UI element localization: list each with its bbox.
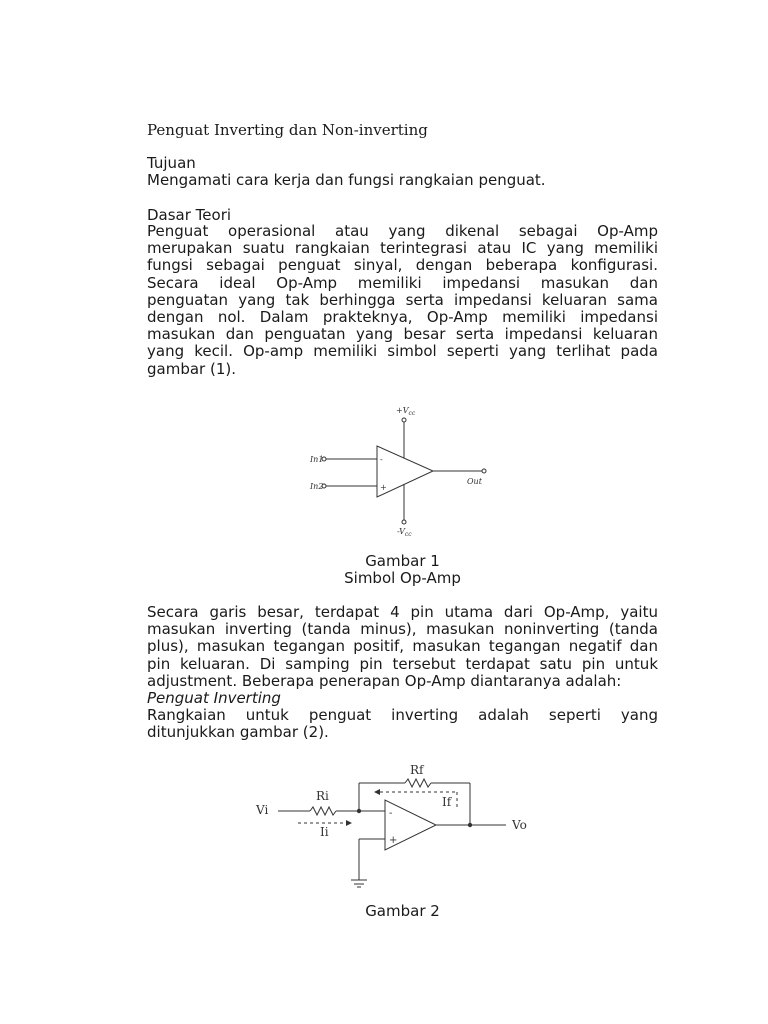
paragraph-line: dengan nol. Dalam prakteknya, Op-Amp memiliki impedansi bbox=[147, 308, 658, 327]
paragraph-line: merupakan suatu rangkaian terintegrasi atau IC yang memiliki bbox=[147, 239, 658, 258]
vcc-minus-label: $-V_{cc}$ bbox=[397, 527, 412, 538]
inverting-sign: - bbox=[389, 808, 393, 819]
tujuan-heading: Tujuan bbox=[147, 154, 196, 172]
noninverting-sign: + bbox=[389, 835, 398, 846]
junction-dot bbox=[357, 809, 361, 813]
out-label: Out bbox=[467, 477, 482, 486]
in1-label: In1 bbox=[310, 455, 324, 464]
penguat-inverting-subheading: Penguat Inverting bbox=[147, 689, 281, 707]
tujuan-text bbox=[147, 172, 658, 189]
in2-label: In2 bbox=[310, 482, 324, 491]
vi-label: Vi bbox=[256, 803, 269, 817]
figure-1-caption bbox=[147, 553, 658, 587]
junction-dot bbox=[468, 823, 472, 827]
figure-1-caption-line2: Simbol Op-Amp bbox=[344, 569, 461, 587]
dasar-teori-heading: Dasar Teori bbox=[147, 206, 232, 224]
figure-2-inverting-amplifier bbox=[250, 758, 540, 893]
noninverting-sign: + bbox=[380, 483, 387, 492]
vcc-minus-terminal bbox=[402, 520, 406, 524]
paragraph-line: plus), masukan tegangan positif, masukan tegangan negatif dan bbox=[147, 637, 658, 656]
paragraph-line: Secara ideal Op-Amp memiliki impedansi masukan dan bbox=[147, 273, 658, 292]
if-arrow-head bbox=[374, 789, 380, 795]
paragraph-line: yang kecil. Op-amp memiliki simbol seperti yang terlihat pada bbox=[147, 342, 658, 361]
inverting-paragraph bbox=[147, 707, 658, 741]
figure-2-caption: Gambar 2 bbox=[365, 902, 440, 920]
vcc-plus-label: $+V_{cc}$ bbox=[396, 406, 416, 417]
if-label: If bbox=[442, 795, 452, 809]
paragraph-line: Rangkaian untuk penguat inverting adalah seperti yang bbox=[147, 706, 658, 724]
ii-arrow-head bbox=[346, 820, 352, 826]
paragraph-line: Penguat operasional atau yang dikenal sebagai Op-Amp bbox=[147, 222, 658, 240]
ii-label: Ii bbox=[320, 825, 329, 839]
paragraph-line: pin keluaran. Di samping pin tersebut terdapat satu pin untuk bbox=[147, 654, 658, 673]
paragraph-line: masukan dan penguatan yang besar serta impedansi keluaran bbox=[147, 325, 658, 344]
rf-resistor bbox=[405, 779, 431, 787]
paragraph-line: adjustment. Beberapa penerapan Op-Amp diantaranya adalah: bbox=[147, 671, 622, 690]
document-title: Penguat Inverting dan Non-inverting bbox=[147, 121, 428, 139]
ri-resistor bbox=[310, 807, 336, 815]
paragraph-line: ditunjukkan gambar (2). bbox=[147, 723, 329, 742]
ri-label: Ri bbox=[316, 789, 329, 803]
paragraph-line: penguatan yang tak berhingga serta impedansi keluaran sama bbox=[147, 290, 658, 309]
inverting-sign: - bbox=[380, 455, 383, 464]
rf-label: Rf bbox=[410, 763, 424, 777]
figure-1-caption-line1: Gambar 1 bbox=[365, 552, 440, 570]
vcc-plus-terminal bbox=[402, 418, 406, 422]
paragraph-line: masukan inverting (tanda minus), masukan noninverting (tanda bbox=[147, 620, 658, 639]
out-terminal bbox=[482, 469, 486, 473]
vo-label: Vo bbox=[512, 818, 527, 832]
tujuan-line: Mengamati cara kerja dan fungsi rangkaian penguat. bbox=[147, 171, 546, 189]
dasar-teori-paragraph bbox=[147, 223, 658, 378]
pin-paragraph bbox=[147, 604, 658, 690]
paragraph-line: fungsi sebagai penguat sinyal, dengan beberapa konfigurasi. bbox=[147, 256, 658, 275]
paragraph-line: gambar (1). bbox=[147, 359, 236, 378]
paragraph-line: Secara garis besar, terdapat 4 pin utama dari Op-Amp, yaitu bbox=[147, 603, 658, 621]
figure-1-opamp-symbol bbox=[300, 400, 500, 545]
